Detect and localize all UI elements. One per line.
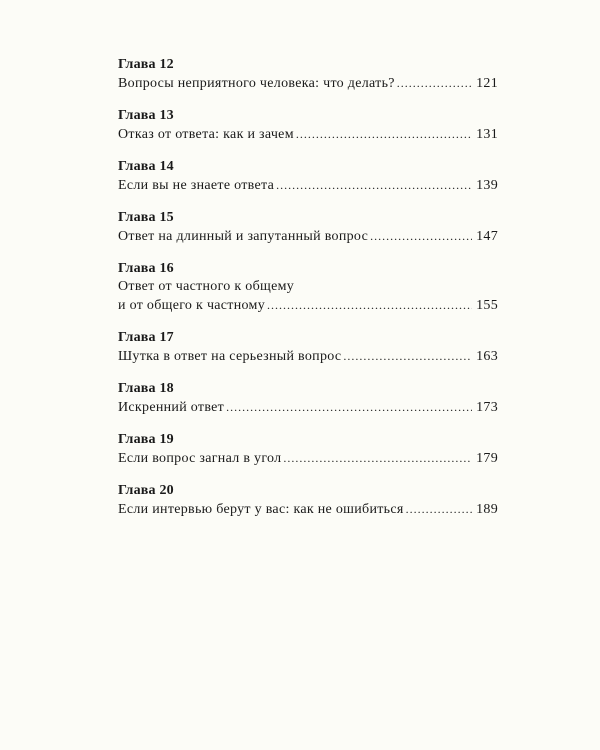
- chapter-line: [118, 227, 498, 246]
- page-number: 189: [476, 502, 498, 517]
- chapter-heading: Глава 16: [118, 261, 174, 276]
- dot-leader: [226, 398, 472, 416]
- toc-entry-19[interactable]: [118, 431, 498, 468]
- dot-leader: [406, 500, 472, 518]
- chapter-line: [118, 125, 498, 144]
- page-number: 147: [476, 229, 498, 244]
- chapter-heading: Глава 15: [118, 210, 174, 225]
- dot-leader: [276, 176, 472, 194]
- chapter-line: [118, 74, 498, 93]
- chapter-title: Ответ от частного к общему: [118, 279, 295, 294]
- toc-entry-14[interactable]: [118, 158, 498, 195]
- dot-leader: [296, 125, 472, 143]
- chapter-line: [118, 398, 498, 417]
- page-number: 131: [476, 127, 498, 142]
- dot-leader: [283, 449, 472, 467]
- dot-leader: [397, 74, 472, 92]
- page-number: 163: [476, 349, 498, 364]
- chapter-title: Шутка в ответ на серьезный вопрос: [118, 349, 342, 364]
- toc-entry-12[interactable]: [118, 56, 498, 93]
- chapter-heading: Глава 18: [118, 381, 174, 396]
- chapter-line: [118, 296, 498, 315]
- chapter-title: Ответ на длинный и запутанный вопрос: [118, 229, 369, 244]
- chapter-heading: Глава 14: [118, 159, 174, 174]
- table-of-contents: [118, 56, 498, 533]
- chapter-heading: Глава 12: [118, 57, 174, 72]
- chapter-title: Вопросы неприятного человека: что делать?: [118, 76, 395, 91]
- toc-entry-15[interactable]: [118, 209, 498, 246]
- chapter-heading: Глава 20: [118, 483, 174, 498]
- toc-entry-20[interactable]: [118, 482, 498, 519]
- toc-entry-13[interactable]: [118, 107, 498, 144]
- dot-leader: [267, 296, 472, 314]
- dot-leader: [370, 227, 472, 245]
- chapter-title: Отказ от ответа: как и зачем: [118, 127, 294, 142]
- page-number: 139: [476, 178, 498, 193]
- page-number: 179: [476, 451, 498, 466]
- chapter-line: [118, 500, 498, 519]
- dot-leader: [343, 347, 472, 365]
- toc-entry-18[interactable]: [118, 380, 498, 417]
- chapter-line: [118, 347, 498, 366]
- chapter-line: [118, 176, 498, 195]
- page-number: 121: [476, 76, 498, 91]
- chapter-title: Если вы не знаете ответа: [118, 178, 275, 193]
- chapter-title: Если вопрос загнал в угол: [118, 451, 282, 466]
- chapter-title: Если интервью берут у вас: как не ошибиться: [118, 502, 404, 517]
- chapter-title: Искренний ответ: [118, 400, 225, 415]
- chapter-line: [118, 449, 498, 468]
- chapter-line: [118, 278, 498, 296]
- toc-entry-17[interactable]: [118, 329, 498, 366]
- page-number: 173: [476, 400, 498, 415]
- chapter-title-continued: и от общего к частному: [118, 298, 266, 313]
- chapter-heading: Глава 19: [118, 432, 174, 447]
- chapter-heading: Глава 17: [118, 330, 174, 345]
- toc-entry-16[interactable]: [118, 260, 498, 315]
- page-number: 155: [476, 298, 498, 313]
- chapter-heading: Глава 13: [118, 108, 174, 123]
